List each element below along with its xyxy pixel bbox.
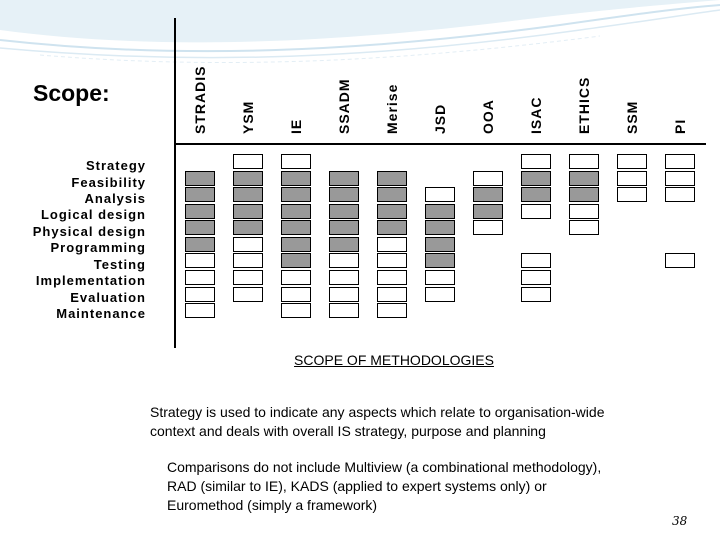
matrix-cell	[425, 237, 455, 252]
phase-label-evaluation: Evaluation	[70, 290, 146, 305]
matrix-cell	[617, 171, 647, 186]
matrix-cell	[425, 220, 455, 235]
matrix-cell	[425, 253, 455, 268]
methodology-label-text: ETHICS	[576, 76, 592, 134]
matrix-cell	[185, 270, 215, 285]
matrix-cell	[569, 187, 599, 202]
matrix-cell	[425, 204, 455, 219]
matrix-cell	[329, 187, 359, 202]
matrix-cell	[377, 253, 407, 268]
matrix-cell	[329, 287, 359, 302]
matrix-cell	[617, 187, 647, 202]
methodology-label-text: OOA	[480, 99, 496, 134]
methodology-label-text: SSM	[624, 100, 640, 134]
matrix-cell	[473, 171, 503, 186]
matrix-cell	[377, 220, 407, 235]
matrix-cell	[185, 303, 215, 318]
matrix-cell	[377, 171, 407, 186]
matrix-cell	[473, 204, 503, 219]
matrix-cell	[521, 270, 551, 285]
matrix-cell	[281, 303, 311, 318]
matrix-cell	[185, 187, 215, 202]
phase-label-strategy: Strategy	[85, 158, 146, 173]
matrix-cell	[377, 187, 407, 202]
phase-label-programming: Programming	[50, 240, 146, 255]
matrix-cell	[521, 154, 551, 169]
matrix-cell	[233, 220, 263, 235]
matrix-cell	[329, 303, 359, 318]
matrix-cell	[329, 253, 359, 268]
matrix-cell	[473, 220, 503, 235]
matrix-cell	[281, 270, 311, 285]
matrix-cell	[185, 204, 215, 219]
phase-label-feasibility: Feasibility	[71, 175, 146, 190]
matrix-cell	[329, 171, 359, 186]
matrix-cell	[425, 270, 455, 285]
phase-label-logical-design: Logical design	[40, 207, 146, 222]
methodology-label-text: PI	[672, 118, 688, 134]
matrix-cell	[569, 204, 599, 219]
matrix-cell	[233, 204, 263, 219]
matrix-cell	[185, 220, 215, 235]
matrix-cell	[521, 171, 551, 186]
matrix-cell	[281, 237, 311, 252]
matrix-cell	[377, 237, 407, 252]
slide-title: Scope:	[33, 80, 110, 106]
methodology-label-text: YSM	[240, 100, 256, 134]
matrix-cell	[329, 270, 359, 285]
matrix-cell	[185, 287, 215, 302]
matrix-cell	[281, 253, 311, 268]
matrix-cell	[329, 204, 359, 219]
strategy-note: Strategy is used to indicate any aspects which relate to organisation-wide context and deals with overall IS strategy, purpose and planning	[150, 404, 605, 439]
phase-label-implementation: Implementation	[35, 273, 146, 288]
phase-label-analysis: Analysis	[84, 191, 146, 206]
matrix-cell	[233, 287, 263, 302]
matrix-cell	[377, 287, 407, 302]
matrix-cell	[521, 204, 551, 219]
horizontal-axis-line	[176, 143, 706, 145]
matrix-cell	[185, 253, 215, 268]
matrix-cell	[665, 253, 695, 268]
phase-label-physical-design: Physical design	[32, 224, 146, 239]
matrix-cell	[521, 287, 551, 302]
matrix-cell	[665, 187, 695, 202]
methodology-label-text: SSADM	[336, 78, 352, 134]
matrix-cell	[425, 287, 455, 302]
matrix-cell	[617, 154, 647, 169]
matrix-cell	[185, 171, 215, 186]
matrix-cell	[569, 171, 599, 186]
methodology-label-text: STRADIS	[192, 65, 208, 134]
vertical-axis-line	[174, 18, 176, 348]
matrix-cell	[281, 154, 311, 169]
comparisons-note: Comparisons do not include Multiview (a combinational methodology), RAD (similar to IE), KADS (applied to expert systems only) or Euromethod (simply a framework)	[167, 459, 602, 513]
matrix-cell	[281, 171, 311, 186]
matrix-cell	[521, 253, 551, 268]
matrix-cell	[425, 187, 455, 202]
methodology-label-text: IE	[288, 118, 304, 134]
phase-label-testing: Testing	[93, 257, 146, 272]
matrix-cell	[281, 220, 311, 235]
matrix-cell	[233, 253, 263, 268]
page-number: 38	[672, 514, 688, 528]
matrix-cell	[185, 237, 215, 252]
methodology-label-text: ISAC	[528, 96, 544, 134]
matrix-cell	[521, 187, 551, 202]
matrix-cell	[665, 171, 695, 186]
matrix-cell	[281, 187, 311, 202]
matrix-cell	[281, 204, 311, 219]
matrix-cell	[329, 220, 359, 235]
background-swoosh	[0, 0, 720, 150]
matrix-cell	[233, 154, 263, 169]
matrix-cell	[569, 154, 599, 169]
methodology-label-text: Merise	[384, 83, 400, 134]
diagram-heading: SCOPE OF METHODOLOGIES	[294, 352, 494, 368]
matrix-cell	[377, 204, 407, 219]
matrix-cell	[329, 237, 359, 252]
matrix-cell	[233, 187, 263, 202]
matrix-cell	[377, 270, 407, 285]
matrix-cell	[569, 220, 599, 235]
matrix-cell	[665, 154, 695, 169]
matrix-cell	[281, 287, 311, 302]
matrix-cell	[233, 237, 263, 252]
matrix-cell	[473, 187, 503, 202]
matrix-cell	[233, 270, 263, 285]
matrix-cell	[377, 303, 407, 318]
methodology-label-text: JSD	[432, 103, 448, 134]
matrix-cell	[233, 171, 263, 186]
phase-label-maintenance: Maintenance	[56, 306, 146, 321]
